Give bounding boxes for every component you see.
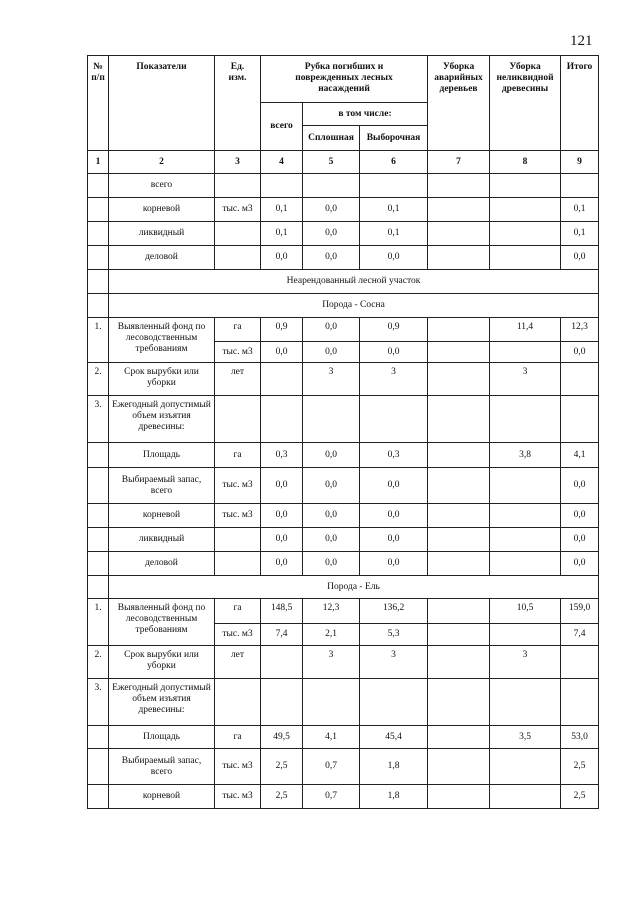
cell-c5: 0,0: [303, 552, 360, 576]
cell-name: ликвидный: [109, 222, 215, 246]
cell-unit: га: [215, 599, 261, 624]
cell-num: [88, 749, 109, 785]
column-number: 7: [428, 151, 490, 174]
cell-c5: 12,3: [303, 599, 360, 624]
cell-c4: 49,5: [261, 726, 303, 749]
cell-name: деловой: [109, 552, 215, 576]
cell-c5: 0,7: [303, 785, 360, 809]
cell-name: Площадь: [109, 726, 215, 749]
cell-c8: 3,5: [490, 726, 561, 749]
header-clear: Сплошная: [303, 126, 360, 151]
cell-c8: 10,5: [490, 599, 561, 624]
cell-unit: тыс. м3: [215, 468, 261, 504]
cell-c7: [428, 624, 490, 646]
cell-c7: [428, 363, 490, 396]
cell-c9: 7,4: [561, 624, 599, 646]
cell-c6: 0,3: [360, 443, 428, 468]
cell-c4: 7,4: [261, 624, 303, 646]
cell-c8: [490, 342, 561, 363]
cell-c7: [428, 504, 490, 528]
column-number: 2: [109, 151, 215, 174]
table-row: [88, 396, 599, 443]
section-row: [88, 270, 599, 294]
cell-name: Площадь: [109, 443, 215, 468]
cell-empty: [261, 679, 303, 726]
cell-empty: [561, 679, 599, 726]
table-row: [88, 443, 599, 468]
cell-empty: [215, 396, 261, 443]
cell-c5: 0,0: [303, 443, 360, 468]
table-row: [88, 174, 599, 198]
cell-c6: 3: [360, 363, 428, 396]
cell-name: корневой: [109, 504, 215, 528]
cell-unit: лет: [215, 363, 261, 396]
cell-c4: 2,5: [261, 749, 303, 785]
cell-c9: 0,0: [561, 504, 599, 528]
cell-unit: га: [215, 443, 261, 468]
column-number: 5: [303, 151, 360, 174]
header-total: Итого: [561, 56, 599, 151]
cell-c6: 0,0: [360, 504, 428, 528]
cell-c9: [561, 363, 599, 396]
cell-name: Выбираемый запас, всего: [109, 468, 215, 504]
cell-c7: [428, 198, 490, 222]
cell-c6: 0,1: [360, 198, 428, 222]
cell-c6: 5,3: [360, 624, 428, 646]
cell-num: [88, 270, 109, 294]
cell-num: [88, 198, 109, 222]
cell-num: 1.: [88, 318, 109, 363]
cell-c6: 0,9: [360, 318, 428, 342]
cell-c4: 2,5: [261, 785, 303, 809]
cell-c4: 0,0: [261, 468, 303, 504]
cell-c7: [428, 552, 490, 576]
cell-num: 3.: [88, 679, 109, 726]
cell-unit: [215, 222, 261, 246]
cell-c7: [428, 342, 490, 363]
cell-c7: [428, 174, 490, 198]
cell-c6: 3: [360, 646, 428, 679]
header-row: [88, 56, 599, 103]
column-numbers-row: [88, 151, 599, 174]
cell-c5: 0,0: [303, 528, 360, 552]
cell-c9: 159,0: [561, 599, 599, 624]
cell-c4: 0,0: [261, 246, 303, 270]
cell-c4: 148,5: [261, 599, 303, 624]
cell-num: [88, 468, 109, 504]
table-row: [88, 222, 599, 246]
cell-unit: [215, 528, 261, 552]
header-selective: Выборочная: [360, 126, 428, 151]
cell-c6: 0,0: [360, 528, 428, 552]
cell-c9: 2,5: [561, 785, 599, 809]
cell-c6: 45,4: [360, 726, 428, 749]
cell-c4: [261, 363, 303, 396]
cell-c8: 3: [490, 646, 561, 679]
cell-num: [88, 576, 109, 599]
table-row: [88, 468, 599, 504]
cell-c9: 0,1: [561, 198, 599, 222]
cell-name: корневой: [109, 198, 215, 222]
cell-unit: га: [215, 318, 261, 342]
cell-c4: 0,0: [261, 504, 303, 528]
cell-c6: [360, 174, 428, 198]
header-num: № п/п: [88, 56, 109, 151]
cell-c5: 2,1: [303, 624, 360, 646]
header-nonliquid: Уборка неликвидной древесины: [490, 56, 561, 151]
cell-c6: 0,0: [360, 246, 428, 270]
column-number: 1: [88, 151, 109, 174]
cell-name: Ежегодный допустимый объем изъятия древесины:: [109, 396, 215, 443]
table-row: [88, 198, 599, 222]
cell-unit: [215, 174, 261, 198]
table-row: [88, 749, 599, 785]
cell-unit: тыс. м3: [215, 785, 261, 809]
cell-empty: [428, 679, 490, 726]
column-number: 9: [561, 151, 599, 174]
cell-c8: [490, 198, 561, 222]
cell-c8: 3,8: [490, 443, 561, 468]
table-row: [88, 646, 599, 679]
cell-c7: [428, 726, 490, 749]
section-title: Неарендованный лесной участок: [109, 270, 599, 294]
cell-c5: 0,0: [303, 504, 360, 528]
cell-name: деловой: [109, 246, 215, 270]
cell-num: 3.: [88, 396, 109, 443]
cell-c5: [303, 174, 360, 198]
header-unit: Ед. изм.: [215, 56, 261, 151]
cell-c6: 1,8: [360, 749, 428, 785]
cell-c4: 0,9: [261, 318, 303, 342]
cell-c7: [428, 468, 490, 504]
cell-c7: [428, 443, 490, 468]
cell-c8: [490, 504, 561, 528]
cell-c8: 11,4: [490, 318, 561, 342]
cell-empty: [303, 396, 360, 443]
cell-c6: 0,0: [360, 552, 428, 576]
cell-unit: тыс. м3: [215, 504, 261, 528]
cell-unit: га: [215, 726, 261, 749]
table-row: [88, 726, 599, 749]
cell-num: 2.: [88, 363, 109, 396]
cell-c4: 0,1: [261, 198, 303, 222]
cell-c5: 0,0: [303, 198, 360, 222]
cell-empty: [561, 396, 599, 443]
cell-name: Срок вырубки или уборки: [109, 363, 215, 396]
cell-c6: 1,8: [360, 785, 428, 809]
cell-c8: [490, 528, 561, 552]
cell-name: корневой: [109, 785, 215, 809]
cell-c5: 0,0: [303, 342, 360, 363]
cell-c6: 0,0: [360, 342, 428, 363]
header-all: всего: [261, 103, 303, 151]
cell-num: 2.: [88, 646, 109, 679]
cell-c4: 0,1: [261, 222, 303, 246]
cell-unit: [215, 246, 261, 270]
cell-unit: тыс. м3: [215, 342, 261, 363]
cell-c5: 0,0: [303, 222, 360, 246]
cell-c8: [490, 749, 561, 785]
cell-c5: 0,0: [303, 468, 360, 504]
cell-name: Выявленный фонд по лесоводственным требованиям: [109, 318, 215, 363]
cell-c7: [428, 246, 490, 270]
table-row: [88, 785, 599, 809]
column-number: 8: [490, 151, 561, 174]
cell-c9: 0,0: [561, 552, 599, 576]
column-number: 3: [215, 151, 261, 174]
cell-num: [88, 294, 109, 318]
cell-empty: [303, 679, 360, 726]
header-including: в том числе:: [303, 103, 428, 126]
table-row: [88, 246, 599, 270]
cell-c8: [490, 785, 561, 809]
cell-c4: 0,0: [261, 342, 303, 363]
cell-name: ликвидный: [109, 528, 215, 552]
table-row: [88, 504, 599, 528]
cell-c9: 0,1: [561, 222, 599, 246]
cell-c6: 136,2: [360, 599, 428, 624]
table-row: [88, 679, 599, 726]
cell-name: Срок вырубки или уборки: [109, 646, 215, 679]
cell-c5: 0,0: [303, 246, 360, 270]
cell-c9: 0,0: [561, 246, 599, 270]
column-number: 6: [360, 151, 428, 174]
cell-c8: [490, 552, 561, 576]
cell-name: всего: [109, 174, 215, 198]
cell-c9: 0,0: [561, 342, 599, 363]
section-row: [88, 576, 599, 599]
cell-c7: [428, 528, 490, 552]
cell-c7: [428, 646, 490, 679]
cell-num: [88, 504, 109, 528]
cell-c7: [428, 599, 490, 624]
cell-c7: [428, 318, 490, 342]
header-indicator: Показатели: [109, 56, 215, 151]
cell-c4: [261, 174, 303, 198]
cell-c4: [261, 646, 303, 679]
cell-empty: [261, 396, 303, 443]
cell-c9: 12,3: [561, 318, 599, 342]
cell-empty: [490, 679, 561, 726]
cell-c6: 0,1: [360, 222, 428, 246]
cell-num: [88, 528, 109, 552]
cell-empty: [360, 679, 428, 726]
cell-c9: [561, 646, 599, 679]
header-emergency: Уборка аварийных деревьев: [428, 56, 490, 151]
page-number: 121: [570, 33, 593, 49]
cell-unit: [215, 552, 261, 576]
cell-c9: 0,0: [561, 528, 599, 552]
cell-unit: тыс. м3: [215, 749, 261, 785]
cell-c5: 0,7: [303, 749, 360, 785]
cell-c5: 4,1: [303, 726, 360, 749]
cell-c8: [490, 174, 561, 198]
cell-c9: 53,0: [561, 726, 599, 749]
table-row: [88, 599, 599, 624]
cell-c5: 3: [303, 363, 360, 396]
cell-name: Ежегодный допустимый объем изъятия древесины:: [109, 679, 215, 726]
cell-c6: 0,0: [360, 468, 428, 504]
cell-unit: тыс. м3: [215, 198, 261, 222]
cell-num: [88, 785, 109, 809]
cell-c8: [490, 222, 561, 246]
cell-c5: 0,0: [303, 318, 360, 342]
cell-c8: 3: [490, 363, 561, 396]
section-title: Порода - Ель: [109, 576, 599, 599]
cell-unit: тыс. м3: [215, 624, 261, 646]
section-title: Порода - Сосна: [109, 294, 599, 318]
cell-c7: [428, 222, 490, 246]
cell-num: [88, 174, 109, 198]
cell-c5: 3: [303, 646, 360, 679]
cell-c8: [490, 468, 561, 504]
cell-c7: [428, 749, 490, 785]
cell-empty: [360, 396, 428, 443]
forest-table: [87, 55, 599, 809]
cell-empty: [490, 396, 561, 443]
cell-num: [88, 222, 109, 246]
cell-num: [88, 726, 109, 749]
cell-c8: [490, 624, 561, 646]
cell-num: [88, 443, 109, 468]
cell-num: 1.: [88, 599, 109, 646]
header-felling: Рубка погибших и поврежденных лесных насаждений: [261, 56, 428, 103]
cell-c7: [428, 785, 490, 809]
cell-name: Выявленный фонд по лесоводственным требованиям: [109, 599, 215, 646]
cell-c9: 4,1: [561, 443, 599, 468]
cell-unit: лет: [215, 646, 261, 679]
cell-empty: [428, 396, 490, 443]
table-row: [88, 552, 599, 576]
cell-num: [88, 246, 109, 270]
cell-c4: 0,0: [261, 528, 303, 552]
cell-num: [88, 552, 109, 576]
table-row: [88, 363, 599, 396]
table-row: [88, 318, 599, 342]
cell-c4: 0,0: [261, 552, 303, 576]
cell-c8: [490, 246, 561, 270]
table-row: [88, 528, 599, 552]
cell-name: Выбираемый запас, всего: [109, 749, 215, 785]
cell-c4: 0,3: [261, 443, 303, 468]
cell-c9: 2,5: [561, 749, 599, 785]
cell-c9: 0,0: [561, 468, 599, 504]
section-row: [88, 294, 599, 318]
cell-c9: [561, 174, 599, 198]
column-number: 4: [261, 151, 303, 174]
cell-empty: [215, 679, 261, 726]
